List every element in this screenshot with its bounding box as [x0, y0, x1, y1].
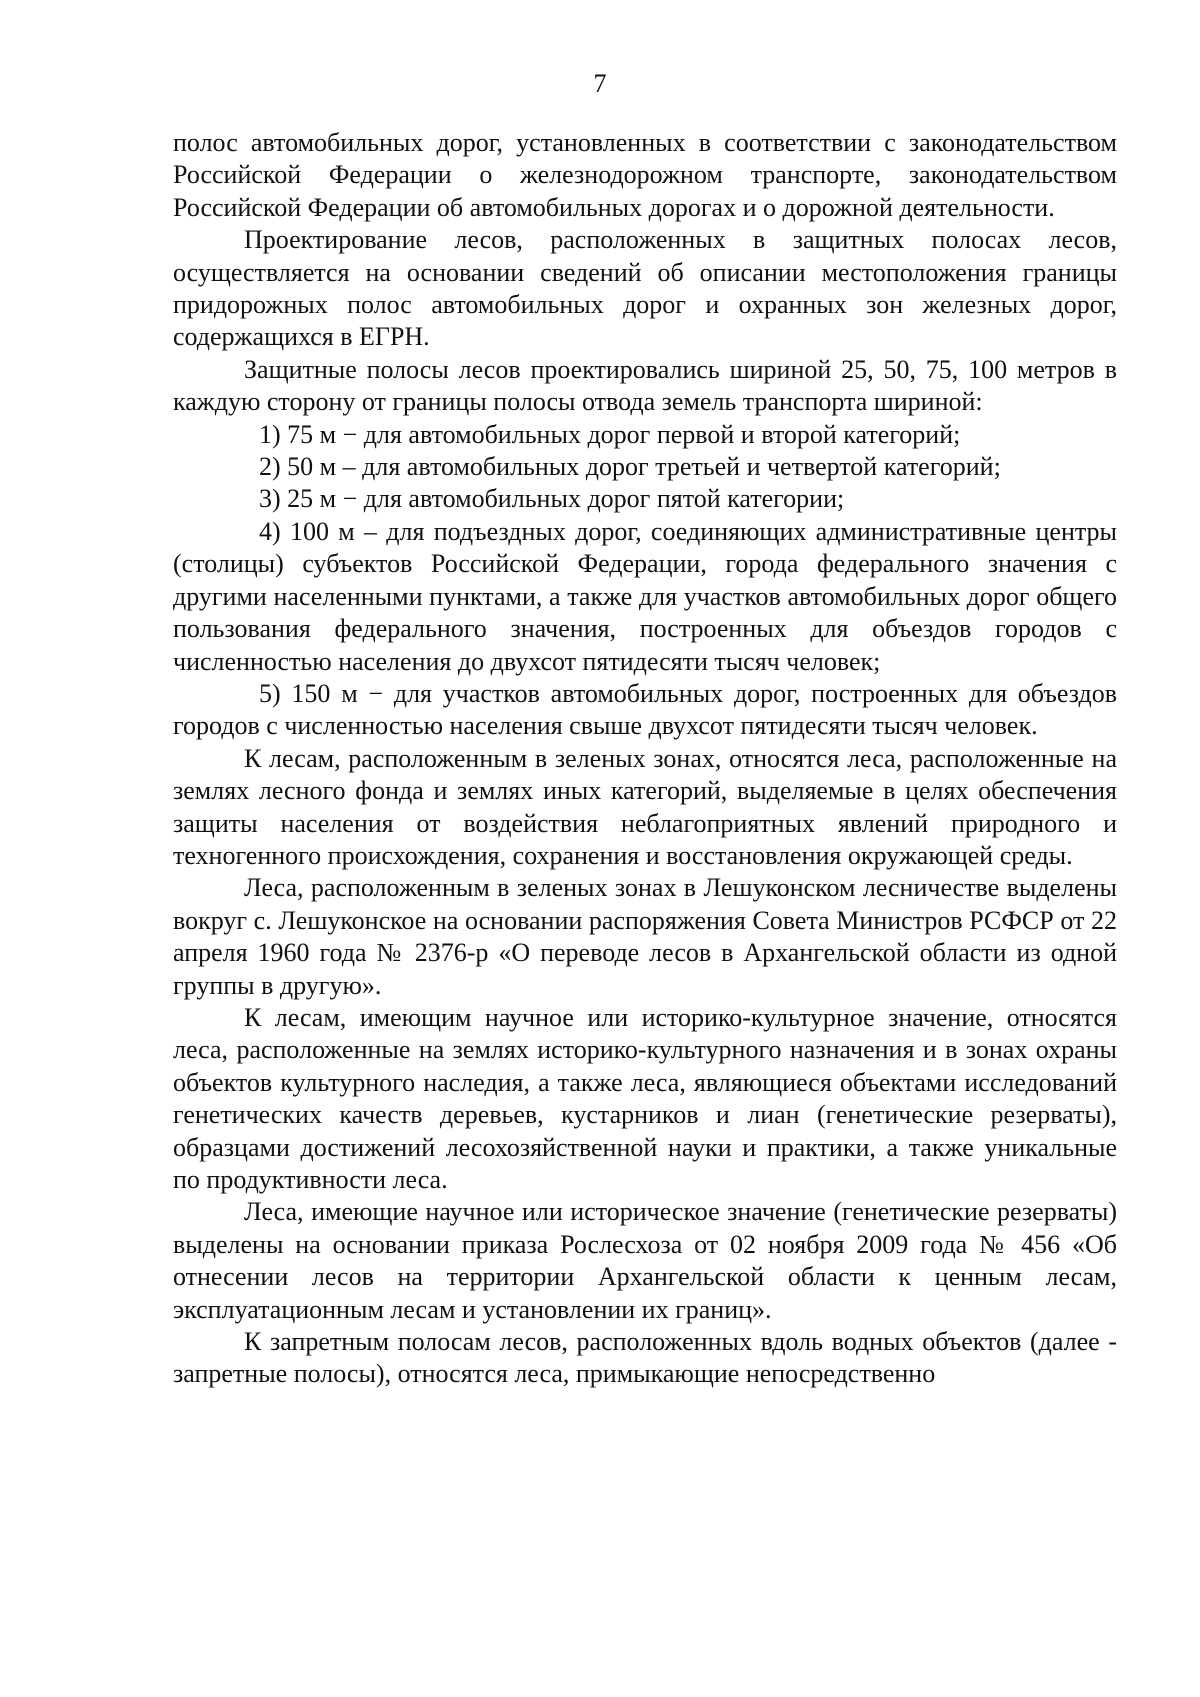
list-item-100m: 4) 100 м – для подъездных дорог, соединяющих административные центры (столицы) субъектов Российской Федерации, города федерального значения с другими населенными пунктами, а также для участков автомобильных дорог общего пользования федерального значения, построенных для объездов городов с численностью населения до двухсот пятидесяти тысяч человек;	[173, 516, 1117, 676]
paragraph-genetic-reserves: Леса, имеющие научное или историческое значение (генетические резерваты) выделены на основании приказа Рослесхоза от 02 ноября 2009 года № 456 «Об отнесении лесов на территории Архангельской области к ценным лесам, эксплуатационным лесам и установлении их границ».	[173, 1197, 1117, 1324]
paragraph-continuation: полос автомобильных дорог, установленных в соответствии с законодательством Российской Федерации о железнодорожном транспорте, законодательством Российской Федерации об автомобильных дорогах и о дорожной деятельности.	[173, 128, 1117, 222]
list-item-25m: 3) 25 м − для автомобильных дорог пятой категории;	[259, 484, 845, 514]
paragraph-leshukonsky: Леса, расположенным в зеленых зонах в Лешуконском лесничестве выделены вокруг с. Лешуконское на основании распоряжения Совета Министров РСФСР от 22 апреля 1960 года № 2376-р «О переводе лесов в Архангельской области из одной группы в другую».	[173, 873, 1117, 1000]
paragraph-green-zones: К лесам, расположенным в зеленых зонах, относятся леса, расположенные на землях лесного фонда и землях иных категорий, выделяемые в целях обеспечения защиты населения от воздействия неблагоприятных явлений природного и техногенного происхождения, сохранения и восстановления окружающей среды.	[173, 743, 1117, 870]
page-number: 7	[593, 69, 607, 98]
paragraph-forest-design: Проектирование лесов, расположенных в защитных полосах лесов, осуществляется на основании сведений об описании местоположения границы придорожных полос автомобильных дорог и охранных зон железных дорог, содержащихся в ЕГРН.	[173, 225, 1117, 352]
list-item-75m: 1) 75 м − для автомобильных дорог первой и второй категорий;	[259, 419, 961, 449]
paragraph-forbidden-strips: К запретным полосам лесов, расположенных вдоль водных объектов (далее - запретные полосы), относятся леса, примыкающие непосредственно	[173, 1327, 1117, 1389]
list-item-50m: 2) 50 м – для автомобильных дорог третьей и четвертой категорий;	[259, 452, 1001, 482]
document-body	[173, 127, 1117, 1391]
paragraph-protective-strips: Защитные полосы лесов проектировались шириной 25, 50, 75, 100 метров в каждую сторону от границы полосы отвода земель транспорта шириной:	[173, 354, 1117, 417]
paragraph-scientific-forests: К лесам, имеющим научное или историко-культурное значение, относятся леса, расположенные на землях историко-культурного назначения и в зонах охраны объектов культурного наследия, а также леса, являющиеся объектами исследований генетических качеств деревьев, кустарников и лиан (генетические резерваты), образцами достижений лесохозяйственной науки и практики, а также уникальные по продуктивности леса.	[173, 1002, 1117, 1194]
list-item-150m: 5) 150 м − для участков автомобильных дорог, построенных для объездов городов с численностью населения свыше двухсот пятидесяти тысяч человек.	[173, 678, 1117, 741]
